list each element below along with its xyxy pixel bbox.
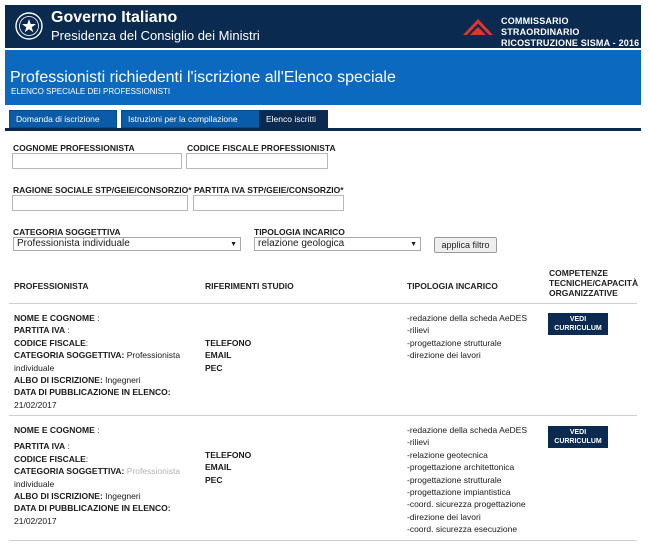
col-header-tipologia: TIPOLOGIA INCARICO	[407, 281, 498, 291]
row-divider	[9, 540, 637, 541]
codice-fiscale-row-label: CODICE FISCALE	[14, 453, 86, 464]
col-header-professionista: PROFESSIONISTA	[14, 281, 89, 291]
categoria-select[interactable]	[13, 237, 241, 251]
incarico-item: -progettazione strutturale	[407, 474, 502, 485]
pec-label: PEC	[205, 362, 223, 373]
apply-filter-button[interactable]: applica filtro	[434, 237, 497, 253]
republic-emblem-icon	[14, 11, 44, 41]
incarico-item: -progettazione impiantistica	[407, 487, 511, 498]
categoria-value-cont: individuale	[14, 362, 55, 373]
tipologia-select[interactable]	[254, 237, 421, 251]
data-pubblicazione-value: 21/02/2017	[14, 515, 57, 526]
incarico-item: -rilievi	[407, 325, 430, 336]
top-bar	[5, 5, 641, 48]
data-pubblicazione-label: DATA DI PUBBLICAZIONE IN ELENCO:	[14, 387, 171, 398]
incarico-item: -coord. sicurezza progettazione	[407, 499, 526, 510]
telefono-label: TELEFONO	[205, 449, 252, 460]
page-title: Professionisti richiedenti l'iscrizione all'Elenco speciale	[10, 69, 396, 86]
tab-elenco-iscritti[interactable]: Elenco iscritti	[259, 110, 328, 128]
vedi-label: VEDI	[569, 316, 587, 323]
table-row-1-professionista: NOME E COGNOME : PARTITA IVA : CODICE FISCALE: CATEGORIA SOGGETTIVA: Professionista individuale ALBO DI ISCRIZIONE: Ingegneri DATA DI PUBBLICAZIONE IN ELENCO: 21/02/2017	[14, 313, 181, 410]
incarico-item: -relazione geotecnica	[407, 449, 488, 460]
hero-banner	[5, 50, 641, 105]
nome-label: NOME E COGNOME	[14, 313, 95, 323]
table-row-1-riferimenti	[205, 337, 251, 374]
tipologia-selected-value: relazione geologica	[258, 238, 345, 249]
email-label: EMAIL	[205, 462, 232, 473]
codice-fiscale-row-label: CODICE FISCALE	[14, 337, 86, 348]
commissario-brand[interactable]	[501, 16, 641, 49]
gov-title[interactable]: Governo Italiano	[51, 9, 178, 26]
categoria-label: CATEGORIA SOGGETTIVA	[13, 227, 121, 237]
col-header-competenze-1: COMPETENZE	[549, 268, 609, 278]
vedi-curriculum-button[interactable]	[548, 313, 608, 335]
nome-label: NOME E COGNOME	[14, 425, 95, 435]
incarico-item: -rilievi	[407, 437, 430, 448]
pec-label: PEC	[205, 474, 223, 485]
table-row-1-tipologia	[407, 312, 527, 362]
categoria-row-label: CATEGORIA SOGGETTIVA:	[14, 350, 125, 361]
row-divider	[9, 415, 637, 416]
col-header-riferimenti: RIFERIMENTI STUDIO	[205, 281, 294, 291]
incarico-item: -progettazione strutturale	[407, 337, 502, 348]
tab-underline	[5, 128, 641, 131]
col-header-competenze	[549, 268, 638, 298]
partita-iva-input[interactable]	[193, 195, 344, 211]
incarico-item: -redazione della scheda AeDES	[407, 425, 528, 435]
table-row-2-tipologia	[407, 424, 527, 536]
table-row-2-professionista: NOME E COGNOME : PARTITA IVA : CODICE FISCALE: CATEGORIA SOGGETTIVA: Professionista individuale ALBO DI ISCRIZIONE: Ingegneri DATA DI PUBBLICAZIONE IN ELENCO: 21/02/2017	[14, 425, 181, 526]
chevron-down-icon: ▼	[410, 241, 417, 248]
curriculum-label: CURRICULUM	[554, 325, 602, 332]
incarico-item: -direzione dei lavori	[407, 350, 481, 361]
categoria-row-label: CATEGORIA SOGGETTIVA:	[14, 466, 125, 477]
commissario-line-1: COMMISSARIO STRAORDINARIO	[501, 16, 580, 37]
codice-fiscale-input[interactable]	[186, 153, 328, 169]
col-header-competenze-3: ORGANIZZATIVE	[549, 288, 618, 298]
albo-value: Ingegneri	[105, 375, 141, 386]
vedi-curriculum-button[interactable]	[548, 426, 608, 448]
email-label: EMAIL	[205, 350, 232, 361]
ragione-sociale-input[interactable]	[12, 195, 188, 211]
ragione-sociale-label: RAGIONE SOCIALE STP/GEIE/CONSORZIO*	[13, 185, 192, 195]
partita-iva-row-label: PARTITA IVA	[14, 441, 66, 452]
gov-subtitle[interactable]: Presidenza del Consiglio dei Ministri	[51, 28, 260, 43]
data-pubblicazione-value: 21/02/2017	[14, 399, 57, 410]
col-header-competenze-2: TECNICHE/CAPACITÀ	[549, 278, 639, 288]
albo-label: ALBO DI ISCRIZIONE:	[14, 491, 103, 502]
vedi-label: VEDI	[569, 429, 587, 436]
categoria-value: Professionista	[126, 466, 181, 477]
house-logo-icon	[461, 15, 495, 37]
table-row-2-riferimenti	[205, 449, 251, 486]
page-subtitle: ELENCO SPECIALE DEI PROFESSIONISTI	[11, 87, 171, 96]
categoria-selected-value: Professionista individuale	[17, 238, 130, 249]
curriculum-label: CURRICULUM	[554, 438, 602, 445]
categoria-value: Professionista	[126, 350, 181, 361]
cognome-input[interactable]	[12, 153, 182, 169]
codice-fiscale-label: CODICE FISCALE PROFESSIONISTA	[187, 143, 336, 153]
commissario-line-2: RICOSTRUZIONE SISMA - 2016	[501, 38, 640, 48]
tab-domanda-iscrizione[interactable]: Domanda di iscrizione	[9, 110, 117, 128]
incarico-item: -coord. sicurezza esecuzione	[407, 524, 518, 535]
incarico-item: -redazione della scheda AeDES	[407, 313, 528, 323]
incarico-item: -progettazione architettonica	[407, 462, 515, 473]
cognome-label: COGNOME PROFESSIONISTA	[13, 143, 135, 153]
data-pubblicazione-label: DATA DI PUBBLICAZIONE IN ELENCO:	[14, 503, 171, 514]
incarico-item: -direzione dei lavori	[407, 511, 481, 522]
categoria-value-cont: individuale	[14, 478, 55, 489]
tipologia-label: TIPOLOGIA INCARICO	[254, 227, 345, 237]
chevron-down-icon: ▼	[230, 241, 237, 248]
header-divider	[9, 303, 637, 304]
albo-label: ALBO DI ISCRIZIONE:	[14, 375, 103, 386]
tab-istruzioni[interactable]: Istruzioni per la compilazione	[121, 110, 262, 128]
partita-iva-row-label: PARTITA IVA	[14, 325, 66, 336]
telefono-label: TELEFONO	[205, 337, 252, 348]
partita-iva-label: PARTITA IVA STP/GEIE/CONSORZIO*	[194, 185, 344, 195]
albo-value: Ingegneri	[105, 491, 141, 502]
